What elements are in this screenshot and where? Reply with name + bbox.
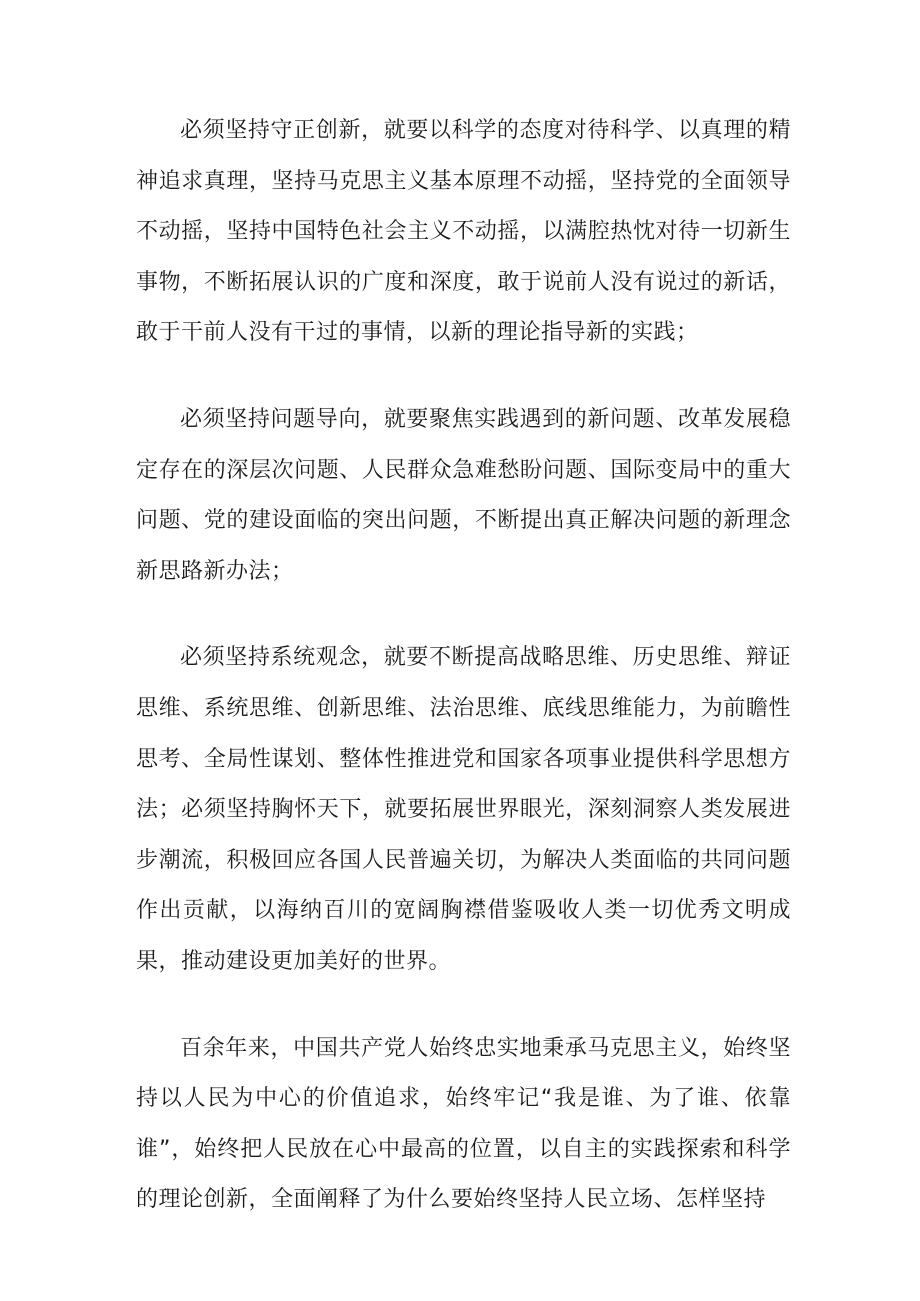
paragraph-shouzheng-chuangxin: 必须坚持守正创新，就要以科学的态度对待科学、以真理的精神追求真理，坚持马克思主义基本原理不动摇，坚持党的全面领导不动摇，坚持中国特色社会主义不动摇，以满腔热忱对待一切新生事物，不断拓展认识的广度和深度，敢于说前人没有说过的新话，敢于干前人没有干过的事情，以新的理论指导新的实践； <box>136 118 791 346</box>
paragraph-bainian-renmin: 百余年来，中国共产党人始终忠实地秉承马克思主义，始终坚持以人民为中心的价值追求，始终牢记“我是谁、为了谁、依靠谁”，始终把人民放在心中最高的位置，以自主的实践探索和科学的理论创新，全面阐释了为什么要始终坚持人民立场、怎样坚持 <box>136 1035 791 1213</box>
paragraph-wenti-daoxiang: 必须坚持问题导向，就要聚焦实践遇到的新问题、改革发展稳定存在的深层次问题、人民群众急难愁盼问题、国际变局中的重大问题、党的建设面临的突出问题，不断提出真正解决问题的新理念新思路新办法； <box>136 406 791 584</box>
document-body <box>136 106 791 1262</box>
paragraph-xitong-guannian: 必须坚持系统观念，就要不断提高战略思维、历史思维、辩证思维、系统思维、创新思维、法治思维、底线思维能力，为前瞻性思考、全局性谋划、整体性推进党和国家各项事业提供科学思想方法；必须坚持胸怀天下，就要拓展世界眼光，深刻洞察人类发展进步潮流，积极回应各国人民普遍关切，为解决人类面临的共同问题作出贡献，以海纳百川的宽阔胸襟借鉴吸收人类一切优秀文明成果，推动建设更加美好的世界。 <box>136 645 791 974</box>
